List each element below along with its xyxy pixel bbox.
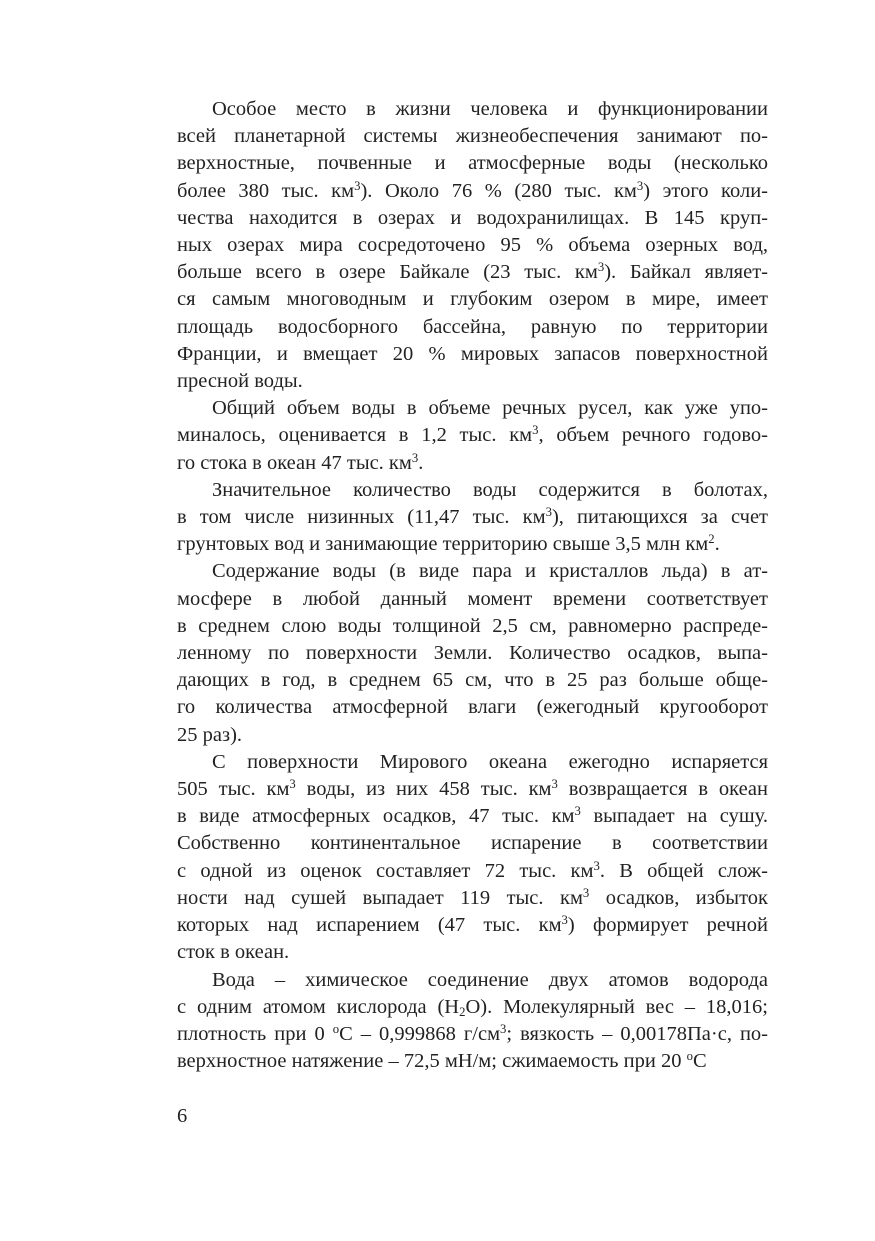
- superscript: 3: [593, 858, 600, 873]
- text-line: верхностное натяжение – 72,5 мН/м; сжимаемость при 20 $^о$С: [177, 1049, 707, 1073]
- superscript: 3: [636, 178, 644, 193]
- text-line: с одним атомом кислорода $(Н_2О)$. Молекулярный вес – 18,016;: [177, 995, 769, 1019]
- text-line: Содержание воды (в виде пара и кристаллов льда) в ат-: [212, 560, 768, 583]
- paragraph: [177, 96, 768, 395]
- body-text: [177, 96, 768, 1075]
- text-line: верхностные, почвенные и атмосферные воды (несколько: [177, 152, 768, 175]
- text-line: Вода – химическое соединение двух атомов водорода: [212, 968, 768, 991]
- text-line: 505 тыс. $км^3$ воды, из них 458 тыс. $км^3$ возвращается в океан: [177, 777, 769, 801]
- text-line: ленному по поверхности Земли. Количество осадков, выпа-: [177, 642, 768, 665]
- text-line: более 380 тыс. $км^3$). Около 76 % (280 тыс. $км^3$) этого коли-: [177, 178, 768, 202]
- text-line: дающих в год, в среднем 65 см, что в 25 раз больше обще-: [177, 669, 768, 692]
- superscript: 3: [582, 885, 590, 900]
- text-line: С поверхности Мирового океана ежегодно испаряется: [212, 750, 768, 773]
- superscript: 3: [574, 804, 581, 819]
- text-line: пресной воды.: [177, 370, 303, 393]
- superscript: 3: [411, 450, 419, 465]
- paragraph: [177, 967, 768, 1076]
- superscript: 3: [561, 913, 568, 928]
- superscript: 3: [551, 777, 558, 792]
- text-line: с одной из оценок составляет 72 тыс. $км^3$. В общей слож-: [177, 858, 768, 882]
- superscript: 3: [532, 423, 539, 438]
- text-line: площадь водосборного бассейна, равную по территории: [177, 315, 768, 338]
- text-line: миналось, оценивается в 1,2 тыс. $км^3$, объем речного годово-: [177, 423, 768, 447]
- paragraph: [177, 749, 768, 967]
- superscript: 3: [597, 260, 605, 275]
- subscript: 2: [459, 1004, 466, 1019]
- text-line: Значительное количество воды содержится в болотах,: [212, 478, 768, 501]
- text-line: мосфере в любой данный момент времени соответствует: [177, 587, 768, 610]
- paragraph: [177, 558, 768, 748]
- text-line: сток в океан.: [177, 941, 290, 964]
- text-line: Общий объем воды в объеме речных русел, как уже упо-: [212, 397, 768, 420]
- text-line: в виде атмосферных осадков, 47 тыс. $км^3$ выпадает на сушу.: [177, 804, 768, 828]
- text-line: Франции, и вмещает 20 % мировых запасов поверхностной: [177, 342, 768, 365]
- text-line: чества находится в озерах и водохранилищах. В 145 круп-: [177, 206, 768, 229]
- text-line: плотность при 0 $^о$С – 0,999868 $г/см^3$; вязкость – 0,00178Па·с, по-: [177, 1021, 768, 1045]
- text-line: го стока в океан 47 тыс. $км^3$.: [177, 450, 424, 474]
- text-line: в том числе низинных (11,47 тыс. $км^3$), питающихся за счет: [177, 505, 768, 529]
- text-line: которых над испарением (47 тыс. $км^3$) формирует речной: [177, 913, 768, 937]
- paragraph: [177, 395, 768, 477]
- superscript: 3: [289, 777, 296, 792]
- superscript: о: [332, 1021, 340, 1036]
- superscript: 3: [545, 505, 552, 520]
- text-line: 25 раз).: [177, 723, 243, 746]
- text-line: больше всего в озере Байкале (23 тыс. $км^3$). Байкал являет-: [177, 260, 768, 284]
- text-line: грунтовых вод и занимающие территорию свыше 3,5 млн $км^2$.: [177, 532, 720, 556]
- text-line: ся самым многоводным и глубоким озером в мире, имеет: [177, 288, 768, 311]
- text-line: в среднем слою воды толщиной 2,5 см, равномерно распреде-: [177, 614, 768, 637]
- text-line: го количества атмосферной влаги (ежегодный кругооборот: [177, 696, 768, 719]
- text-line: ных озерах мира сосредоточено 95 % объема озерных вод,: [177, 234, 768, 257]
- text-line: всей планетарной системы жизнеобеспечения занимают по-: [177, 125, 768, 148]
- text-line: ности над сушей выпадает 119 тыс. $км^3$ осадков, избыток: [177, 885, 768, 909]
- page-number: 6: [177, 1105, 188, 1127]
- superscript: 2: [708, 532, 715, 547]
- text-line: Особое место в жизни человека и функционировании: [212, 98, 768, 120]
- superscript: о: [686, 1049, 693, 1064]
- superscript: 3: [500, 1021, 507, 1036]
- text-line: Собственно континентальное испарение в соответствии: [177, 832, 768, 855]
- superscript: 3: [354, 178, 361, 193]
- paragraph: [177, 477, 768, 559]
